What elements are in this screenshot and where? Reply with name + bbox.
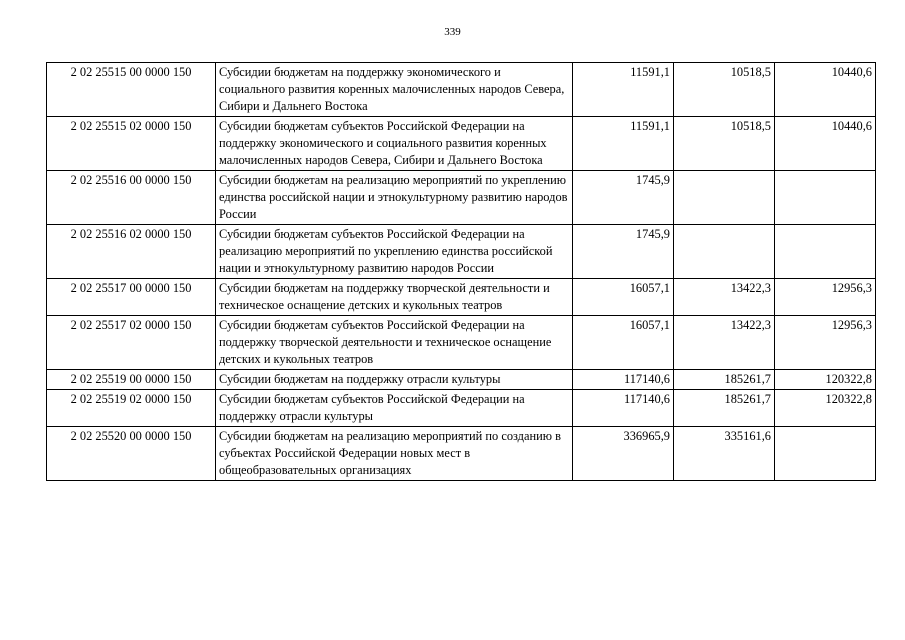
amount-cell-3 — [775, 225, 876, 279]
amount-cell-3: 120322,8 — [775, 390, 876, 427]
amount-cell-3 — [775, 171, 876, 225]
table-row — [47, 279, 876, 316]
description-cell: Субсидии бюджетам субъектов Российской Федерации на реализацию мероприятий по укреплению единства российской нации и этнокультурному развитию народов России — [216, 225, 573, 279]
amount-cell-2 — [674, 171, 775, 225]
table-row — [47, 370, 876, 390]
amount-cell-3: 10440,6 — [775, 117, 876, 171]
description-cell: Субсидии бюджетам на поддержку отрасли культуры — [216, 370, 573, 390]
budget-code-cell: 2 02 25515 02 0000 150 — [47, 117, 216, 171]
amount-cell-2: 185261,7 — [674, 390, 775, 427]
amount-cell-2 — [674, 225, 775, 279]
amount-cell-2: 10518,5 — [674, 63, 775, 117]
budget-code-cell: 2 02 25517 00 0000 150 — [47, 279, 216, 316]
amount-cell-3: 120322,8 — [775, 370, 876, 390]
amount-cell-3: 12956,3 — [775, 316, 876, 370]
description-cell: Субсидии бюджетам на поддержку экономического и социального развития коренных малочисленных народов Севера, Сибири и Дальнего Востока — [216, 63, 573, 117]
amount-cell-1: 117140,6 — [573, 370, 674, 390]
budget-code-cell: 2 02 25519 00 0000 150 — [47, 370, 216, 390]
amount-cell-1: 16057,1 — [573, 279, 674, 316]
description-cell: Субсидии бюджетам на реализацию мероприятий по созданию в субъектах Российской Федерации новых мест в общеобразовательных организациях — [216, 427, 573, 481]
amount-cell-1: 16057,1 — [573, 316, 674, 370]
amount-cell-1: 11591,1 — [573, 63, 674, 117]
amount-cell-1: 336965,9 — [573, 427, 674, 481]
budget-code-cell: 2 02 25516 00 0000 150 — [47, 171, 216, 225]
table-row — [47, 171, 876, 225]
budget-table — [46, 62, 876, 481]
table-row — [47, 427, 876, 481]
page-number: 339 — [444, 26, 461, 38]
amount-cell-1: 11591,1 — [573, 117, 674, 171]
description-cell: Субсидии бюджетам на реализацию мероприятий по укреплению единства российской нации и этнокультурному развитию народов России — [216, 171, 573, 225]
table-row — [47, 316, 876, 370]
budget-code-cell: 2 02 25520 00 0000 150 — [47, 427, 216, 481]
amount-cell-3: 12956,3 — [775, 279, 876, 316]
table-row — [47, 225, 876, 279]
amount-cell-3 — [775, 427, 876, 481]
amount-cell-2: 13422,3 — [674, 316, 775, 370]
description-cell: Субсидии бюджетам субъектов Российской Федерации на поддержку отрасли культуры — [216, 390, 573, 427]
amount-cell-2: 335161,6 — [674, 427, 775, 481]
budget-code-cell: 2 02 25516 02 0000 150 — [47, 225, 216, 279]
description-cell: Субсидии бюджетам субъектов Российской Федерации на поддержку экономического и социального развития коренных малочисленных народов Севера, Сибири и Дальнего Востока — [216, 117, 573, 171]
budget-code-cell: 2 02 25515 00 0000 150 — [47, 63, 216, 117]
table-row — [47, 117, 876, 171]
description-cell: Субсидии бюджетам субъектов Российской Федерации на поддержку творческой деятельности и техническое оснащение детских и кукольных театров — [216, 316, 573, 370]
amount-cell-1: 1745,9 — [573, 171, 674, 225]
table-row — [47, 390, 876, 427]
budget-code-cell: 2 02 25519 02 0000 150 — [47, 390, 216, 427]
amount-cell-2: 10518,5 — [674, 117, 775, 171]
amount-cell-1: 1745,9 — [573, 225, 674, 279]
table-row — [47, 63, 876, 117]
budget-code-cell: 2 02 25517 02 0000 150 — [47, 316, 216, 370]
amount-cell-1: 117140,6 — [573, 390, 674, 427]
amount-cell-2: 185261,7 — [674, 370, 775, 390]
amount-cell-3: 10440,6 — [775, 63, 876, 117]
amount-cell-2: 13422,3 — [674, 279, 775, 316]
description-cell: Субсидии бюджетам на поддержку творческой деятельности и техническое оснащение детских и кукольных театров — [216, 279, 573, 316]
